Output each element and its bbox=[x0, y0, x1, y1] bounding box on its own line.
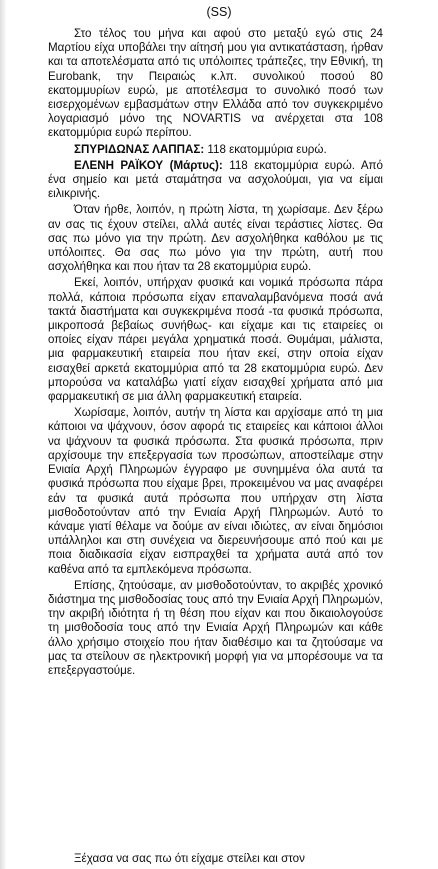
paragraph-8-partial: Ξέχασα να σας πω ότι είχαμε στείλει και στον bbox=[74, 852, 305, 865]
speaker-text-raikou: 118 εκατομμύρια ευρώ. Από ένα σημείο και μετά σταμάτησα να ασχολούμαι, για να είμαι ειλικρινής. bbox=[48, 158, 383, 201]
paragraph-7: Επίσης, ζητούσαμε, αν μισθοδοτούνταν, το ακριβές χρονικό διάστημα της μισθοδοσίας τους από την Ενιαία Αρχή Πληρωμών, την ακριβή ιδιότητα ή τη θέση που είχαν και που δικαιολογούσε τη μισθοδοσία τους από την Ενιαία Αρχή Πληρωμών και κάθε άλλο χρήσιμο στοιχείο που ήταν διαθέσιμο και τα ζητούσαμε να μας τα στείλουν σε ηλεκτρονική μορφή για να μπορέσουμε να τα επεξεργαστούμε. bbox=[48, 578, 383, 677]
paragraph-4: Όταν ήρθε, λοιπόν, η πρώτη λίστα, τη χωρίσαμε. Δεν ξέρω αν σας τις έχουν στείλει, αλλά αυτές είναι τεράστιες λίστες. Θα σας πω μόνο για την πρώτη. Δεν ασχολήθηκα καθόλου με τις υπόλοιπες. Θα σας πω μόνο για την πρώτη, αυτή που ασχολήθηκα και που ήταν τα 28 εκατομμύρια ευρώ. bbox=[48, 203, 383, 274]
speaker-text-lappas: 118 εκατομμύρια ευρώ. bbox=[204, 142, 327, 156]
speaker-name-lappas: ΣΠΥΡΙΔΩΝΑΣ ΛΑΠΠΑΣ: bbox=[74, 142, 205, 156]
paragraph-5: Εκεί, λοιπόν, υπήρχαν φυσικά και νομικά πρόσωπα πάρα πολλά, κάποια πρόσωπα είχαν επαναλαμβανόμενα ποσά ανά τακτά διαστήματα και συγκεκριμένα ποσά -τα φυσικά πρόσωπα, μικροποσά βεβαίως συνήθως- και είχαμε και τις εταιρείες οι οποίες είχαν πάρει μεγάλα χρηματικά ποσά. Θυμάμαι, μάλιστα, μια φαρμακευτική εταιρεία που ήταν εκεί, στην οποία είχαν εισαχθεί αρκετά εκατομμύρια από τα 28 εκατομμύρια ευρώ. Δεν μπορούσα να καταλάβω γιατί είχαν εισαχθεί χρήματα από μια φαρμακευτική σε μια άλλη φαρμακευτική εταιρεία. bbox=[48, 276, 383, 404]
speaker-name-raikou: ΕΛΕΝΗ ΡΑΪΚΟΥ (Μάρτυς): bbox=[74, 158, 223, 172]
page-binding-shadow bbox=[0, 0, 8, 869]
page-marker: (SS) bbox=[206, 5, 232, 19]
transcript-body bbox=[48, 27, 383, 680]
paragraph-6: Χωρίσαμε, λοιπόν, αυτήν τη λίστα και αρχίσαμε από τη μια κάποιοι να ψάχνουν, όσον αφορά τις εταιρείες και κάποιοι άλλοι να ψάχνουν τα φυσικά πρόσωπα. Στα φυσικά πρόσωπα, πριν αρχίσουμε την επεξεργασία των προσώπων, αποστείλαμε στην Ενιαία Αρχή Πληρωμών έγγραφο με συνημμένα όλα αυτά τα φυσικά πρόσωπα που είχαμε βρει, προκειμένου να μας αναφέρει εάν τα φυσικά αυτά πρόσωπα που υπήρχαν στη λίστα μισθοδοτούνταν από την Ενιαία Αρχή Πληρωμών. Αυτό το κάναμε γιατί θέλαμε να δούμε αν είναι ιδιώτες, αν είναι δημόσιοι υπάλληλοι και στη συνέχεια να διερευνήσουμε από πού και με ποια διαδικασία είχαν εισπραχθεί τα χρήματα αυτά από τον καθένα από τα εμπλεκόμενα πρόσωπα. bbox=[48, 406, 383, 576]
paragraph-1: Στο τέλος του μήνα και αφού στο μεταξύ εγώ στις 24 Μαρτίου είχα υποβάλει την αίτησή μου για αντικατάσταση, ήρθαν και τα αποτελέσματα από τις υπόλοιπες τράπεζες, την Εθνική, τη Eurobank, την Πειραιώς κ.λπ. συνολικού ποσού 80 εκατομμυρίων ευρώ, με αποτέλεσμα το συνολικό ποσό των εισερχομένων εμβασμάτων στην Ελλάδα από τον συγκεκριμένο λογαριασμό μόνο της NOVARTIS να ανέρχεται στα 108 εκατομμύρια ευρώ περίπου. bbox=[48, 27, 383, 140]
paragraph-speaker-raikou bbox=[48, 159, 383, 202]
paragraph-speaker-lappas bbox=[48, 143, 383, 157]
